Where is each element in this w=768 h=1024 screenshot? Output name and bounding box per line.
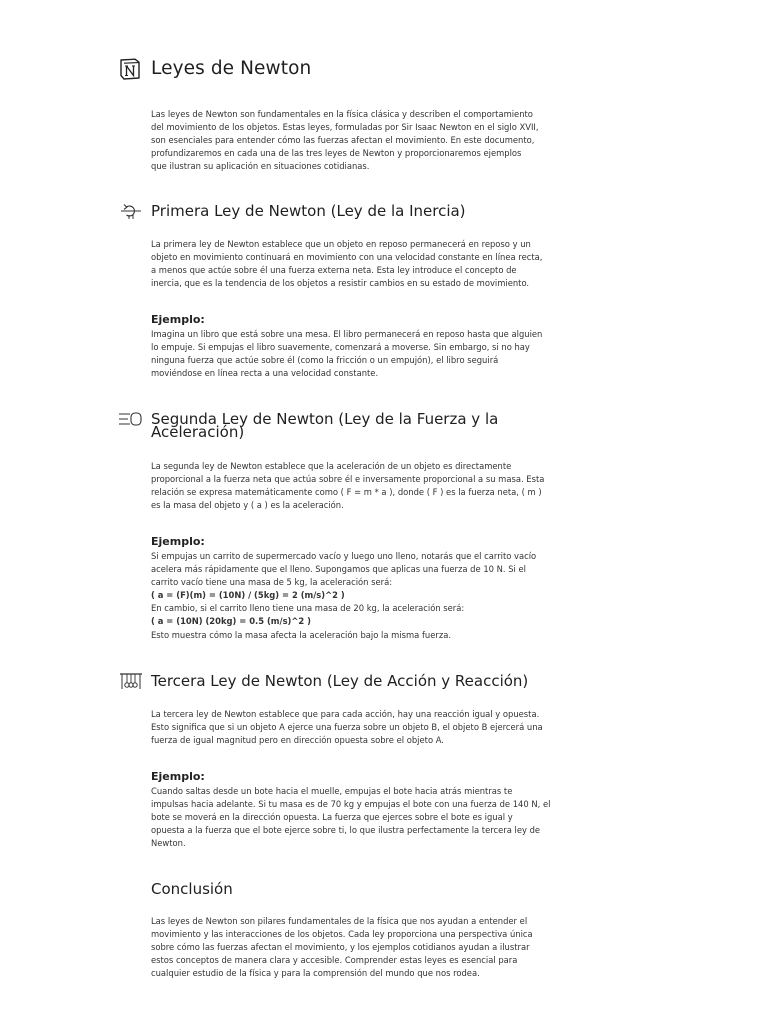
text-line: a menos que actúe sobre él una fuerza externa neta. Esta ley introduce el concepto de	[151, 265, 517, 276]
conclusion-paragraph	[151, 915, 621, 980]
first-law-paragraph	[151, 238, 621, 290]
section-heading-second-law	[151, 410, 621, 441]
text-line: La primera ley de Newton establece que un objeto en reposo permanecerá en reposo y un	[151, 239, 531, 249]
intro-paragraph	[151, 108, 621, 173]
page-title: Leyes de Newton	[151, 58, 312, 79]
text-line: Las leyes de Newton son fundamentales en la física clásica y describen el comportamiento	[151, 109, 533, 119]
text-line: Las leyes de Newton son pilares fundamentales de la física que nos ayudan a entender el	[151, 916, 528, 926]
first-law-example	[151, 328, 621, 380]
text-line: lo empuje. Si empujas el libro suavemente, comenzará a moverse. Sin embargo, si no hay	[151, 342, 530, 353]
second-law-paragraph	[151, 460, 621, 512]
text-line: La segunda ley de Newton establece que la aceleración de un objeto es directamente	[151, 461, 512, 471]
text-line: Cuando saltas desde un bote hacia el muelle, empujas el bote hacia atrás mientras te	[151, 786, 513, 796]
section-heading-first-law: Primera Ley de Newton (Ley de la Inercia)	[151, 202, 466, 220]
text-line: son esenciales para entender cómo las fuerzas afectan el movimiento. En este documento,	[151, 135, 535, 146]
text-line: Newton.	[151, 838, 186, 849]
text-line: sobre cómo las fuerzas afectan el movimiento, y los ejemplos cotidianos ayudan a ilustrar	[151, 942, 530, 953]
text-line: opuesta a la fuerza que el bote ejerce sobre ti, lo que ilustra perfectamente la tercera ley de	[151, 825, 541, 836]
text-line: La tercera ley de Newton establece que para cada acción, hay una reacción igual y opuesta.	[151, 709, 540, 719]
first-law-example-heading: Ejemplo:	[151, 313, 205, 326]
text-line: Imagina un libro que está sobre una mesa. El libro permanecerá en reposo hasta que alguien	[151, 329, 543, 339]
text-line: acelera más rápidamente que el lleno. Supongamos que aplicas una fuerza de 10 N. Si el	[151, 564, 527, 575]
text-line: fuerza de igual magnitud pero en dirección opuesta sobre el objeto A.	[151, 735, 444, 746]
third-law-example	[151, 785, 621, 850]
text-line: proporcional a la fuerza neta que actúa sobre él e inversamente proporcional a su masa. Esta	[151, 474, 545, 485]
speed-lines-icon	[118, 409, 144, 429]
text-line: estos conceptos de manera clara y accesible. Comprender estas leyes es esencial para	[151, 955, 518, 966]
text-line: En cambio, si el carrito lleno tiene una masa de 20 kg, la aceleración será:	[151, 603, 465, 614]
text-line: del movimiento de los objetos. Estas leyes, formuladas por Sir Isaac Newton en el siglo XVII,	[151, 122, 539, 133]
text-line: ninguna fuerza que actúe sobre él (como la fricción o un empujón), el libro seguirá	[151, 355, 499, 366]
heading-line: Aceleración)	[151, 423, 245, 441]
second-law-example-heading: Ejemplo:	[151, 535, 205, 548]
heading-line: Segunda Ley de Newton (Ley de la Fuerza y la	[151, 410, 499, 428]
text-line: movimiento y las interacciones de los objetos. Cada ley proporciona una perspectiva única	[151, 929, 533, 940]
text-line: objeto en movimiento continuará en movimiento con una velocidad constante en línea recta,	[151, 252, 543, 263]
text-line: moviéndose en línea recta a una velocidad constante.	[151, 368, 379, 379]
formula-line: ( a = (F)(m) = (10N) / (5kg) = 2 (m/s)^2 )	[151, 590, 345, 601]
conclusion-heading: Conclusión	[151, 880, 233, 898]
formula-line: ( a = (10N) (20kg) = 0.5 (m/s)^2 )	[151, 616, 311, 627]
text-line: cualquier estudio de la física y para la comprensión del mundo que nos rodea.	[151, 968, 480, 979]
third-law-example-heading: Ejemplo:	[151, 770, 205, 783]
text-line: inercia, que es la tendencia de los objetos a resistir cambios en su estado de movimiento.	[151, 278, 530, 289]
second-law-example	[151, 550, 621, 642]
text-line: profundizaremos en cada una de las tres leyes de Newton y proporcionaremos ejemplos	[151, 148, 522, 159]
text-line: que ilustran su aplicación en situaciones cotidianas.	[151, 161, 370, 172]
rotate-arrow-icon	[118, 201, 144, 221]
text-line: relación se expresa matemáticamente como ( F = m * a ), donde ( F ) es la fuerza neta, ( m )	[151, 487, 542, 498]
notion-logo-icon	[118, 58, 142, 80]
text-line: bote se moverá en la dirección opuesta. La fuerza que ejerces sobre el bote es igual y	[151, 812, 513, 823]
text-line: carrito vacío tiene una masa de 5 kg, la aceleración será:	[151, 577, 393, 588]
third-law-paragraph	[151, 708, 621, 747]
section-heading-third-law: Tercera Ley de Newton (Ley de Acción y Reacción)	[151, 672, 529, 690]
text-line: Si empujas un carrito de supermercado vacío y luego uno lleno, notarás que el carrito vacío	[151, 551, 537, 561]
text-line: impulsas hacia adelante. Si tu masa es de 70 kg y empujas el bote con una fuerza de 140 N, el	[151, 799, 551, 810]
text-line: Esto muestra cómo la masa afecta la aceleración bajo la misma fuerza.	[151, 629, 452, 640]
newton-cradle-icon	[118, 671, 144, 691]
text-line: Esto significa que si un objeto A ejerce una fuerza sobre un objeto B, el objeto B ejercerá una	[151, 722, 543, 733]
text-line: es la masa del objeto y ( a ) es la aceleración.	[151, 500, 344, 511]
